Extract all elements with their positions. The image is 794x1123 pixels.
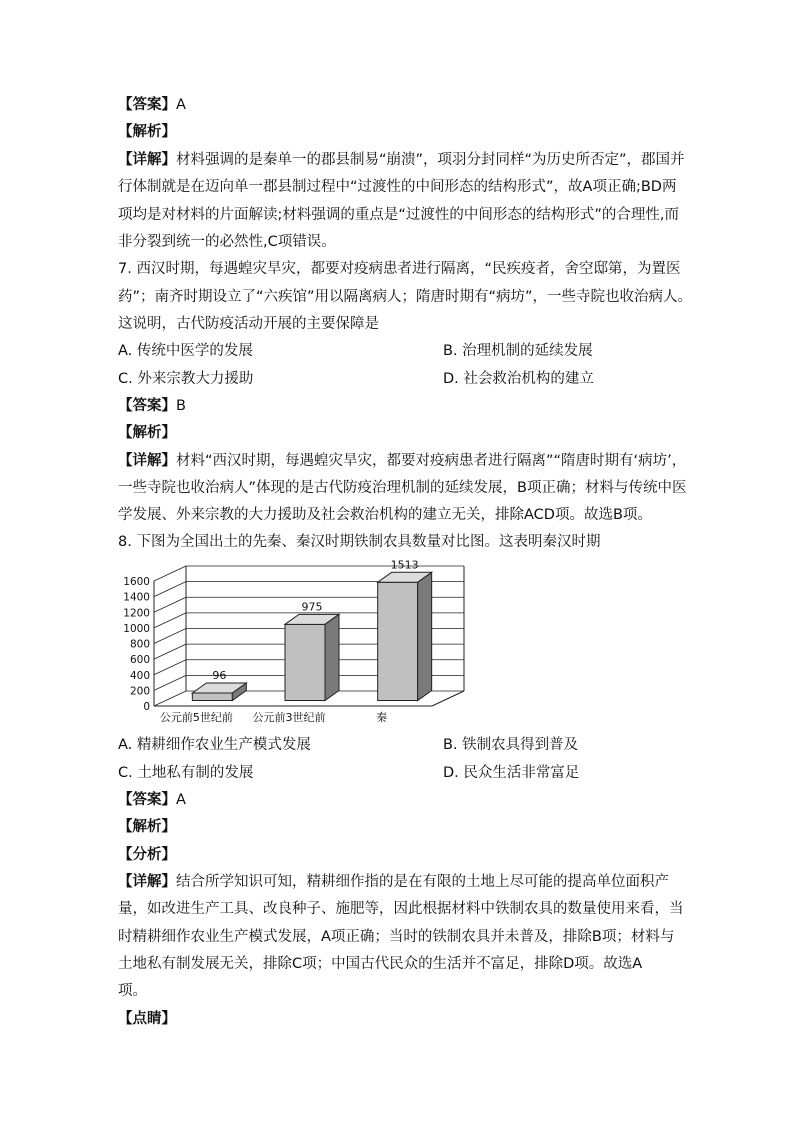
q8-detail-text-1: 结合所学知识可知，精耕细作指的是在有限的土地上尽可能的提高单位面积产: [176, 874, 669, 890]
q7-detail-text-1: 材料“西汉时期，每遇蝗灾旱灾，都要对疫病患者进行隔离”“隋唐时期有‘病坊’，: [176, 453, 687, 469]
bar-value-label: 975: [301, 600, 323, 614]
q7-answer-line: [118, 396, 678, 416]
grid-side-line: [154, 582, 186, 597]
q7-detail-line-1: [118, 451, 687, 471]
q6-detail-line-4: 非分裂到统一的必然性,C项错误。: [118, 234, 336, 250]
y-tick-label: 1400: [123, 591, 150, 604]
grid-side-line: [154, 597, 186, 612]
x-tick-label: 秦: [376, 711, 388, 724]
grid-side-line: [154, 629, 186, 644]
q8-answer-tag: 【答案】: [118, 792, 176, 808]
q6-analysis-tag: 【解析】: [118, 124, 176, 140]
q7-detail-line-3: 学发展、外来宗教的大力援助及社会救治机构的建立无关，排除ACD项。故选B项。: [118, 507, 652, 523]
q7-answer-value: B: [176, 398, 186, 414]
bar-side: [418, 572, 432, 700]
q7-option-c: C. 外来宗教大力援助: [118, 371, 254, 387]
q7-answer-tag: 【答案】: [118, 398, 176, 414]
iron-tools-chart: [118, 558, 468, 730]
q7-stem-line-1: 7. 西汉时期，每遇蝗灾旱灾，都要对疫病患者进行隔离，“民疾疫者，舍空邸第，为置医: [118, 261, 681, 277]
q7-analysis-tag: 【解析】: [118, 425, 176, 441]
q6-detail-line-2: 行体制就是在迈向单一郡县制过程中“过渡性的中间形态的结构形式”，故A项正确;BD两: [118, 179, 677, 195]
q7-detail-line-2: 一些寺院也收治病人”体现的是古代防疫治理机制的延续发展，B项正确；材料与传统中医: [118, 480, 687, 496]
q8-detail-tag: 【详解】: [118, 874, 176, 890]
y-tick-label: 1600: [123, 576, 150, 588]
grid-side-line: [154, 613, 186, 628]
x-tick-label: 公元前3世纪前: [252, 711, 326, 724]
q6-detail-line-3: 项均是对材料的片面解读;材料强调的重点是“过渡性的中间形态的结构形式”的合理性,而: [118, 207, 680, 223]
q7-stem-line-2: 药”；南齐时期设立了“六疾馆”用以隔离病人；隋唐时期有“病坊”，一些寺院也收治病人。: [118, 289, 693, 305]
q6-answer-tag: 【答案】: [118, 97, 176, 113]
q8-detail-line-3: 时精耕细作农业生产模式发展，A项正确；当时的铁制农具并未普及，排除B项；材料与: [118, 929, 675, 945]
q7-option-d: D. 社会救治机构的建立: [443, 371, 594, 387]
y-tick-label: 0: [143, 701, 150, 713]
q6-detail-text-1: 材料强调的是秦单一的郡县制易“崩溃”，项羽分封同样“为历史所否定”，郡国并: [176, 152, 685, 168]
q8-analysis-tag: 【解析】: [118, 819, 176, 835]
q8-detail-line-1: [118, 872, 678, 892]
q8-fenxi-tag: 【分析】: [118, 847, 176, 863]
q8-detail-line-5: 项。: [118, 983, 147, 999]
grid-side-line: [154, 566, 186, 581]
q8-stem: 8. 下图为全国出土的先秦、秦汉时期铁制农具数量对比图。这表明秦汉时期: [118, 534, 601, 550]
grid-side-line: [154, 691, 186, 706]
bar-value-label: 96: [212, 669, 227, 682]
grid-side-line: [154, 675, 186, 690]
y-tick-label: 400: [129, 669, 150, 682]
q8-detail-line-4: 土地私有制发展无关，排除C项；中国古代民众的生活并不富足，排除D项。故选A: [118, 956, 643, 972]
q8-option-b: B. 铁制农具得到普及: [443, 737, 579, 753]
q8-option-c: C. 土地私有制的发展: [118, 765, 254, 781]
floor-right-edge: [432, 691, 464, 706]
y-tick-label: 800: [129, 638, 150, 651]
q6-answer-value: A: [176, 97, 186, 113]
x-tick-label: 公元前5世纪前: [159, 711, 233, 724]
y-tick-label: 200: [129, 685, 150, 698]
chart-xticks: [160, 710, 387, 724]
q8-option-d: D. 民众生活非常富足: [443, 765, 580, 781]
q7-option-b: B. 治理机制的延续发展: [443, 343, 593, 359]
y-tick-label: 1200: [123, 607, 150, 620]
y-tick-label: 600: [129, 654, 150, 667]
grid-side-line: [154, 644, 186, 659]
q8-option-a: A. 精耕细作农业生产模式发展: [118, 737, 311, 753]
q8-answer-value: A: [176, 792, 186, 808]
q8-answer-line: [118, 790, 678, 810]
chart-bars: [192, 572, 431, 700]
bar-value-label: 1513: [390, 558, 419, 572]
bar-front: [192, 693, 232, 701]
q8-detail-line-2: 量，如改进生产工具、改良种子、施肥等，因此根据材料中铁制农具的数量使用来看，当: [118, 901, 684, 917]
bar-side: [325, 614, 339, 700]
q6-detail-tag: 【详解】: [118, 152, 176, 168]
chart-yticks: [123, 576, 150, 713]
q6-answer-line: [118, 95, 678, 115]
q6-detail-line-1: [118, 150, 685, 170]
y-tick-label: 1000: [123, 622, 150, 635]
bar-front: [285, 624, 325, 700]
q7-stem-line-3: 这说明，古代防疫活动开展的主要保障是: [118, 316, 379, 332]
grid-side-line: [154, 660, 186, 675]
q8-dianjing-tag: 【点睛】: [118, 1011, 176, 1027]
q7-detail-tag: 【详解】: [118, 453, 176, 469]
q7-option-a: A. 传统中医学的发展: [118, 343, 253, 359]
bar-front: [378, 582, 418, 700]
